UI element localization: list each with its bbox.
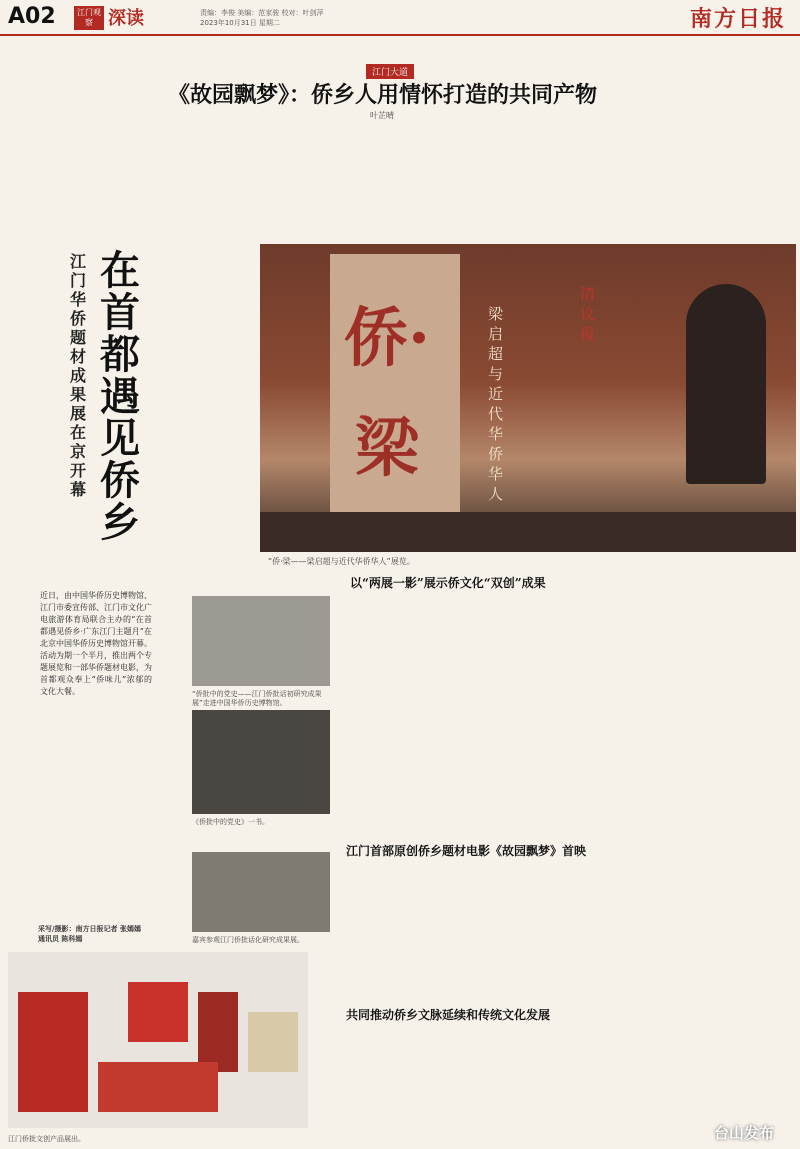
page-header	[0, 0, 800, 36]
section3-col-3	[640, 1024, 790, 1124]
exhibit-vertical-text: 梁启超与近代华侨华人	[488, 305, 504, 503]
feature-subtitle: 江门华侨题材成果展在京开幕	[70, 252, 87, 499]
masthead-logo: 南方日报	[689, 6, 786, 32]
watermark-logo: 台山发布	[713, 1124, 774, 1142]
top-body-col-5	[630, 64, 790, 232]
section2-col-1	[346, 862, 486, 992]
caption-4: 江门侨批文创产品展出。	[8, 1135, 85, 1143]
section-heading-1: 以“两展一影”展示侨文化“双创”成果	[350, 576, 546, 590]
section3-col-1	[334, 1024, 484, 1142]
editor-credits	[200, 8, 400, 28]
top-body-col-1	[44, 64, 156, 232]
section-heading-3: 共同推动侨乡文脉延续和传统文化发展	[346, 1008, 551, 1022]
section-heading-2: 江门首部原创侨乡题材电影《故园飘梦》首映	[346, 844, 587, 858]
section-tag: 江门观察	[74, 6, 104, 30]
exhibit-glyph: 侨·梁	[343, 301, 431, 486]
caption-1: “侨批中的党史——江门侨批话初研究成果展”走进中国华侨历史博物馆。	[192, 690, 322, 707]
visitors-photo	[192, 852, 330, 932]
top-story-kicker: 江门大道	[366, 64, 414, 79]
exhibit-floor	[260, 512, 796, 552]
section1-col-1	[340, 592, 480, 822]
main-photo-caption: “侨·梁——梁启超与近代华侨华人”展览。	[268, 557, 415, 566]
product-item	[18, 992, 88, 1112]
top-story-headline: 《故园飘梦》：侨乡人用情怀打造的共同产物	[168, 82, 598, 108]
date-line: 2023年10月31日 星期二	[200, 19, 280, 27]
portrait-figure	[686, 284, 766, 484]
product-item	[98, 1062, 218, 1112]
section3-col-2	[490, 1024, 630, 1142]
section1-col-2	[490, 592, 630, 822]
lead-paragraph: 近日，由中国华侨历史博物馆、江门市委宣传部、江门市文化广电旅游体育局联合主办的“在首都遇见侨乡·广东江门主题月”在北京中国华侨历史博物馆开幕。活动为期一个半月，推出两个专题展览和一部华侨题材电影，为首都观众奉上“侨味儿”浓郁的文化大餐。	[40, 591, 152, 696]
exhibit-banner-text: 清议报	[580, 285, 596, 343]
product-item	[198, 992, 238, 1072]
byline: 采写/摄影：南方日报记者 张嫣嫣 通讯员 陈科嫣	[38, 925, 141, 943]
section-title: 深读	[108, 8, 144, 29]
caption-3: 嘉宾参观江门侨批话化研究成果展。	[192, 936, 304, 944]
product-item	[128, 982, 188, 1042]
exhibition-photo	[260, 244, 796, 552]
product-item	[248, 1012, 298, 1072]
section2-col-2	[494, 862, 634, 992]
caption-2: 《侨批中的党史》一书。	[192, 818, 269, 826]
feature-title: 在首都遇见侨乡	[100, 247, 140, 546]
section1-col-3	[640, 592, 790, 842]
page-number: A02	[8, 4, 56, 29]
cultural-products-photo	[8, 952, 308, 1128]
top-body-col-2	[170, 126, 320, 230]
section2-col-3	[640, 862, 790, 992]
exhibit-hall-photo	[192, 596, 330, 686]
top-story-author: 叶芷晴	[370, 111, 394, 120]
editors-line: 责编：李俊 美编：范家骏 校对：叶剑萍	[200, 9, 324, 17]
book-photo	[192, 710, 330, 814]
